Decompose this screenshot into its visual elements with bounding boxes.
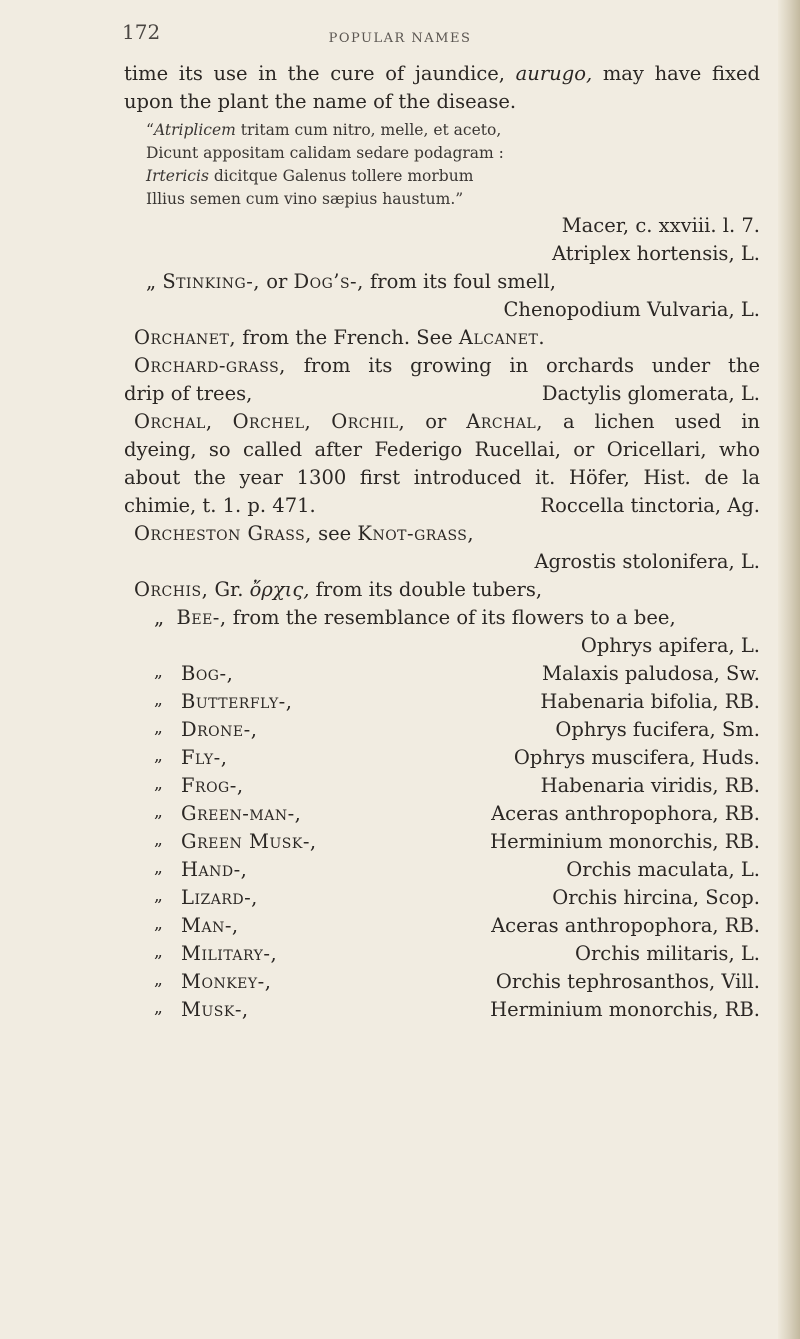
common-name: Green Musk-, [181,830,317,853]
list-item [124,998,760,1024]
running-head: POPULAR NAMES [328,31,472,46]
botanical-name: Ophrys fucifera, Sm. [555,718,760,741]
orchanet-entry: Orchanet, from the French. See Alcanet. [134,326,546,349]
botanical-name: Orchis militaris, L. [574,942,760,965]
orcheston-entry: Orcheston Grass, see Knot-grass, [134,522,475,545]
common-name: Drone-, [181,718,258,741]
ditto-mark: „ [154,746,163,766]
list-item [124,746,760,772]
orchal-line-2: dyeing, so called after Federigo Rucellai, or Oricellari, who [124,438,760,461]
botanical-name: Orchis hircina, Scop. [552,886,760,909]
common-name: Monkey-, [181,970,272,993]
poem-line-4: Illius semen cum vino sæpius haustum.” [146,190,464,208]
bee-botanical: Ophrys apifera, L. [580,634,760,657]
list-item [124,690,760,716]
orcheston-botanical: Agrostis stolonifera, L. [534,550,760,573]
ditto-mark: „ [154,998,163,1018]
poem-line-1: “Atriplicem tritam cum nitro, melle, et aceto, [146,121,502,139]
botanical-name: Orchis tephrosanthos, Vill. [495,970,760,993]
atriplex-botanical: Atriplex hortensis, L. [552,242,760,265]
list-item [124,970,760,996]
stinking-botanical: Chenopodium Vulvaria, L. [503,298,760,321]
list-item [124,942,760,968]
bee-entry: „ Bee-, from the resemblance of its flowers to a bee, [154,606,676,629]
ditto-mark: „ [154,718,163,738]
orchal-line-4: chimie, t. 1. p. 471. Roccella tinctoria, Ag. [124,494,760,517]
poem-line-2: Dicunt appositam calidam sedare podagram : [146,144,504,162]
list-item [124,774,760,800]
common-name: Fly-, [181,746,228,769]
stinking-entry: „ Stinking-, or Dog’s-, from its foul smell, [146,270,556,293]
common-name: Bog-, [181,662,234,685]
ditto-mark: „ [154,858,163,878]
ditto-mark: „ [154,690,163,710]
ditto-mark: „ [154,914,163,934]
orchal-line-3: about the year 1300 first introduced it. Höfer, Hist. de la [124,466,760,489]
common-name: Green-man-, [181,802,302,825]
list-item [124,662,760,688]
botanical-name: Aceras anthropophora, RB. [491,914,760,937]
list-item [124,886,760,912]
intro-line-2: upon the plant the name of the disease. [124,90,517,113]
list-item [124,830,760,856]
list-item [124,858,760,884]
common-name: Hand-, [181,858,248,881]
botanical-name: Orchis maculata, L. [566,858,760,881]
ditto-mark: „ [154,662,163,682]
common-name: Lizard-, [181,886,258,909]
botanical-name: Herminium monorchis, RB. [490,830,760,853]
botanical-name: Herminium monorchis, RB. [490,998,760,1021]
botanical-name: Aceras anthropophora, RB. [491,802,760,825]
common-name: Musk-, [181,998,249,1021]
botanical-name: Habenaria viridis, RB. [540,774,760,797]
common-name: Butterfly-, [181,690,293,713]
list-item [124,718,760,744]
botanical-name: Ophrys muscifera, Huds. [513,746,760,769]
orchal-entry: Orchal, Orchel, Orchil, or Archal, a lichen used in [134,410,760,433]
ditto-mark: „ [154,942,163,962]
ditto-mark: „ [154,830,163,850]
list-item [124,914,760,940]
poem-line-3: Irtericis dicitque Galenus tollere morbum [146,167,474,185]
page-edge-shadow [778,0,800,1339]
intro-line-1: time its use in the cure of jaundice, aurugo, may have fixed [124,62,760,85]
ditto-mark: „ [154,802,163,822]
ditto-mark: „ [154,774,163,794]
common-name: Man-, [181,914,239,937]
botanical-name: Habenaria bifolia, RB. [540,690,760,713]
botanical-name: Malaxis paludosa, Sw. [542,662,760,685]
orchard-line-2: drip of trees, Dactylis glomerata, L. [124,382,760,405]
orchard-entry: Orchard-grass, from its growing in orchards under the [134,354,760,377]
orchis-entry: Orchis, Gr. ὄρχις, from its double tubers, [134,578,543,601]
common-name: Military-, [181,942,278,965]
page-number: 172 [122,20,161,44]
common-name: Frog-, [181,774,244,797]
ditto-mark: „ [154,970,163,990]
list-item [124,802,760,828]
ditto-mark: „ [154,886,163,906]
poem-source: Macer, c. xxviii. l. 7. [561,214,760,237]
